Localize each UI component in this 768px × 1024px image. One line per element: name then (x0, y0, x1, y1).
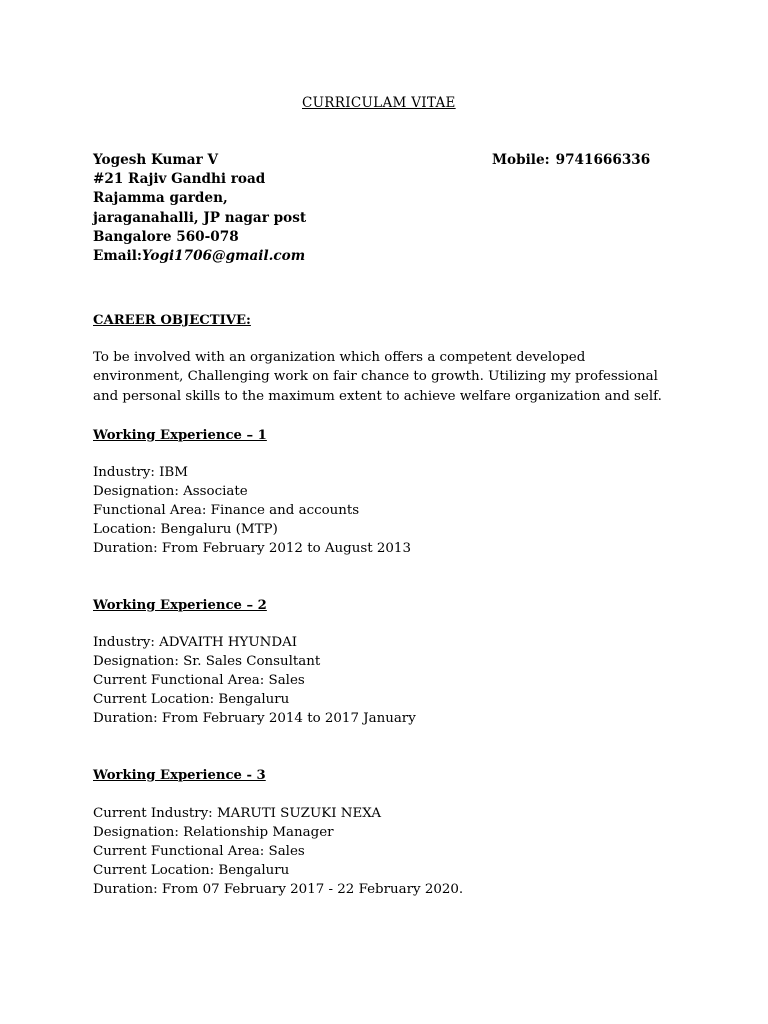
experience-line: Location: Bengaluru (MTP) (93, 522, 278, 537)
mobile-line (492, 151, 650, 170)
experience-2-heading: Working Experience – 2 (93, 598, 267, 613)
experience-line: Duration: From February 2014 to 2017 January (93, 711, 416, 726)
address-line-1: #21 Rajiv Gandhi road (93, 171, 266, 188)
experience-line: Functional Area: Finance and accounts (93, 503, 360, 518)
objective-line: To be involved with an organization which offers a competent developed (93, 350, 586, 365)
experience-3-details (93, 804, 463, 899)
experience-line: Duration: From February 2012 to August 2013 (93, 541, 411, 556)
objective-line: and personal skills to the maximum extent to achieve welfare organization and self. (93, 388, 662, 404)
experience-2-details (93, 633, 416, 728)
experience-line: Current Functional Area: Sales (93, 844, 305, 859)
address-line-2: Rajamma garden, (93, 190, 228, 207)
experience-line: Designation: Associate (93, 484, 248, 499)
experience-line: Industry: IBM (93, 465, 188, 480)
email-line (93, 247, 306, 266)
experience-line: Designation: Sr. Sales Consultant (93, 654, 321, 669)
experience-3-heading: Working Experience - 3 (93, 768, 266, 783)
mobile-value: 9741666336 (555, 152, 651, 168)
address-line-3: jaraganahalli, JP nagar post (93, 209, 307, 226)
experience-line: Current Location: Bengaluru (93, 863, 290, 878)
experience-line: Duration: From 07 February 2017 - 22 February 2020. (93, 882, 464, 897)
experience-line: Current Industry: MARUTI SUZUKI NEXA (93, 806, 381, 821)
contact-block (93, 151, 306, 266)
email-value: Yogi1706@gmail.com (141, 248, 306, 265)
address-line-4: Bangalore 560-078 (93, 228, 239, 245)
mobile-label: Mobile: (492, 152, 550, 168)
email-label: Email: (93, 248, 142, 265)
career-objective-heading: CAREER OBJECTIVE: (93, 313, 251, 328)
experience-line: Current Functional Area: Sales (93, 673, 305, 688)
career-objective-text (93, 348, 693, 406)
experience-line: Current Location: Bengaluru (93, 692, 290, 707)
experience-line: Designation: Relationship Manager (93, 825, 334, 840)
objective-line: environment, Challenging work on fair chance to growth. Utilizing my professional (93, 369, 658, 385)
experience-line: Industry: ADVAITH HYUNDAI (93, 635, 298, 650)
document-title: CURRICULAM VITAE (302, 95, 456, 111)
experience-1-heading: Working Experience – 1 (93, 428, 267, 443)
experience-1-details (93, 463, 411, 558)
candidate-name: Yogesh Kumar V (93, 152, 219, 168)
